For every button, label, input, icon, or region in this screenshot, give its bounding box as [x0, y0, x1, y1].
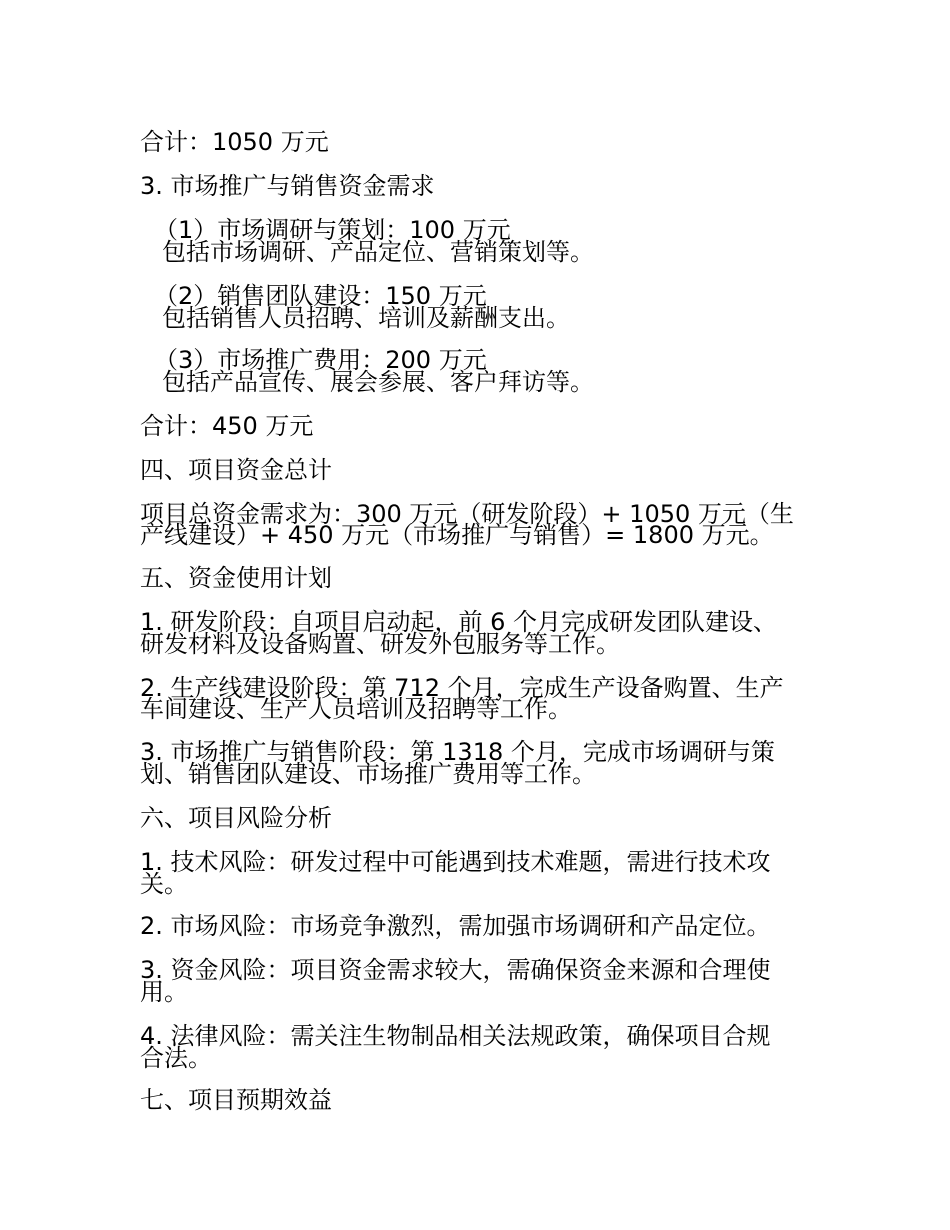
item-market-research: （1）市场调研与策划：100 万元: [154, 216, 511, 244]
usage-marketing-line-2: 划、销售团队建设、市场推广费用等工作。: [140, 760, 596, 788]
item-sales-team: （2）销售团队建设：150 万元: [154, 282, 487, 310]
item-promotion-cost: （3）市场推广费用：200 万元: [154, 346, 487, 374]
usage-marketing-line-1: 3. 市场推广与销售阶段：第 1318 个月，完成市场调研与策: [140, 738, 775, 766]
item-promotion-cost-desc: 包括产品宣传、展会参展、客户拜访等。: [162, 368, 594, 396]
section-heading-risk-analysis: 六、项目风险分析: [140, 804, 332, 832]
risk-legal-line-1: 4. 法律风险：需关注生物制品相关法规政策，确保项目合规: [140, 1022, 771, 1050]
usage-production-line-1: 2. 生产线建设阶段：第 712 个月，完成生产设备购置、生产: [140, 674, 784, 702]
section-heading-funds-usage: 五、资金使用计划: [140, 564, 332, 592]
usage-rd-line-1: 1. 研发阶段：自项目启动起，前 6 个月完成研发团队建设、: [140, 608, 778, 636]
item-sales-team-desc: 包括销售人员招聘、培训及薪酬支出。: [162, 304, 570, 332]
section-heading-total-funds: 四、项目资金总计: [140, 456, 332, 484]
subtotal-marketing: 合计：450 万元: [140, 412, 314, 440]
usage-production-line-2: 车间建设、生产人员培训及招聘等工作。: [140, 695, 572, 723]
risk-technical-line-2: 关。: [140, 870, 188, 898]
total-funds-paragraph-line-2: 产线建设）+ 450 万元（市场推广与销售）= 1800 万元。: [140, 521, 774, 549]
item-market-research-desc: 包括市场调研、产品定位、营销策划等。: [162, 238, 594, 266]
total-funds-paragraph-line-1: 项目总资金需求为：300 万元（研发阶段）+ 1050 万元（生: [140, 500, 794, 528]
section-heading-expected-benefits: 七、项目预期效益: [140, 1086, 332, 1114]
risk-funding-line-2: 用。: [140, 978, 188, 1006]
section-heading-marketing-funds: 3. 市场推广与销售资金需求: [140, 172, 435, 200]
subtotal-production: 合计：1050 万元: [140, 128, 329, 156]
usage-rd-line-2: 研发材料及设备购置、研发外包服务等工作。: [140, 630, 620, 658]
risk-funding-line-1: 3. 资金风险：项目资金需求较大，需确保资金来源和合理使: [140, 956, 771, 984]
risk-technical-line-1: 1. 技术风险：研发过程中可能遇到技术难题，需进行技术攻: [140, 848, 771, 876]
risk-market: 2. 市场风险：市场竞争激烈，需加强市场调研和产品定位。: [140, 912, 771, 940]
risk-legal-line-2: 合法。: [140, 1044, 212, 1072]
